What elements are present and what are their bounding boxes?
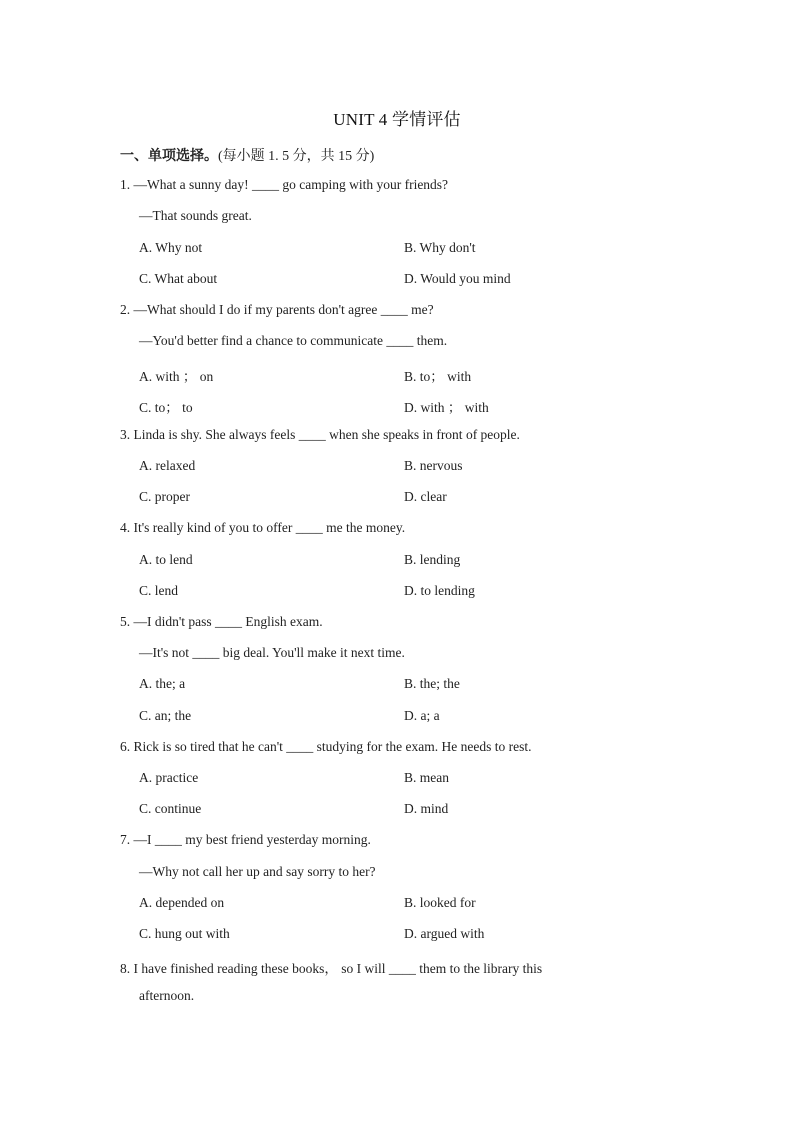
question-4-option-a[interactable]: A. to lend bbox=[139, 552, 193, 567]
question-1-stem: 1. —What a sunny day! ____ go camping with your friends? bbox=[120, 177, 449, 192]
question-6-stem: 6. Rick is so tired that he can't ____ studying for the exam. He needs to rest. bbox=[120, 739, 532, 754]
question-1-reply: —That sounds great. bbox=[139, 208, 252, 223]
section-label: 一、单项选择。 bbox=[120, 149, 218, 164]
question-1-option-d[interactable]: D. Would you mind bbox=[404, 271, 511, 286]
question-7-option-c[interactable]: C. hung out with bbox=[139, 926, 230, 941]
question-4-option-b[interactable]: B. lending bbox=[404, 552, 461, 567]
section-score-note: (每小题 1. 5 分，共 15 分) bbox=[218, 149, 375, 164]
question-1-option-c[interactable]: C. What about bbox=[139, 271, 218, 286]
question-3-option-b[interactable]: B. nervous bbox=[404, 458, 463, 473]
question-7-option-a[interactable]: A. depended on bbox=[139, 895, 225, 910]
question-5-option-d[interactable]: D. a; a bbox=[404, 708, 440, 723]
question-2-option-a[interactable]: A. with ； on bbox=[139, 369, 214, 384]
question-5-option-b[interactable]: B. the; the bbox=[404, 676, 460, 691]
question-4-option-c[interactable]: C. lend bbox=[139, 583, 178, 598]
question-5-option-a[interactable]: A. the; a bbox=[139, 676, 186, 691]
question-7-option-d[interactable]: D. argued with bbox=[404, 926, 485, 941]
question-6-option-c[interactable]: C. continue bbox=[139, 801, 202, 816]
question-1-option-a[interactable]: A. Why not bbox=[139, 240, 203, 255]
question-2-stem: 2. —What should I do if my parents don't agree ____ me? bbox=[120, 302, 434, 317]
question-3-option-a[interactable]: A. relaxed bbox=[139, 458, 196, 473]
question-8-stem-continuation: afternoon. bbox=[139, 988, 195, 1003]
question-7-stem: 7. —I ____ my best friend yesterday morning. bbox=[120, 832, 371, 847]
question-3-option-c[interactable]: C. proper bbox=[139, 489, 190, 504]
question-2-option-b[interactable]: B. to； with bbox=[404, 369, 472, 384]
question-5-stem: 5. —I didn't pass ____ English exam. bbox=[120, 614, 323, 629]
question-7-reply: —Why not call her up and say sorry to her? bbox=[139, 864, 376, 879]
question-3-option-d[interactable]: D. clear bbox=[404, 489, 447, 504]
question-3-stem: 3. Linda is shy. She always feels ____ when she speaks in front of people. bbox=[120, 427, 520, 442]
question-4-option-d[interactable]: D. to lending bbox=[404, 583, 475, 598]
question-4-stem: 4. It's really kind of you to offer ____ me the money. bbox=[120, 520, 406, 535]
question-5-reply: —It's not ____ big deal. You'll make it next time. bbox=[139, 645, 405, 660]
question-1-option-b[interactable]: B. Why don't bbox=[404, 240, 476, 255]
question-2-option-c[interactable]: C. to； to bbox=[139, 400, 193, 415]
question-2-reply: —You'd better find a chance to communicate ____ them. bbox=[139, 333, 448, 348]
question-6-option-b[interactable]: B. mean bbox=[404, 770, 449, 785]
question-6-option-a[interactable]: A. practice bbox=[139, 770, 199, 785]
question-2-option-d[interactable]: D. with ； with bbox=[404, 400, 489, 415]
question-8-stem: 8. I have finished reading these books， so I will ____ them to the library this bbox=[120, 961, 543, 976]
question-5-option-c[interactable]: C. an; the bbox=[139, 708, 192, 723]
question-6-option-d[interactable]: D. mind bbox=[404, 801, 449, 816]
question-7-option-b[interactable]: B. looked for bbox=[404, 895, 476, 910]
section-heading bbox=[120, 145, 374, 165]
page-title: UNIT 4 学情评估 bbox=[333, 110, 461, 129]
